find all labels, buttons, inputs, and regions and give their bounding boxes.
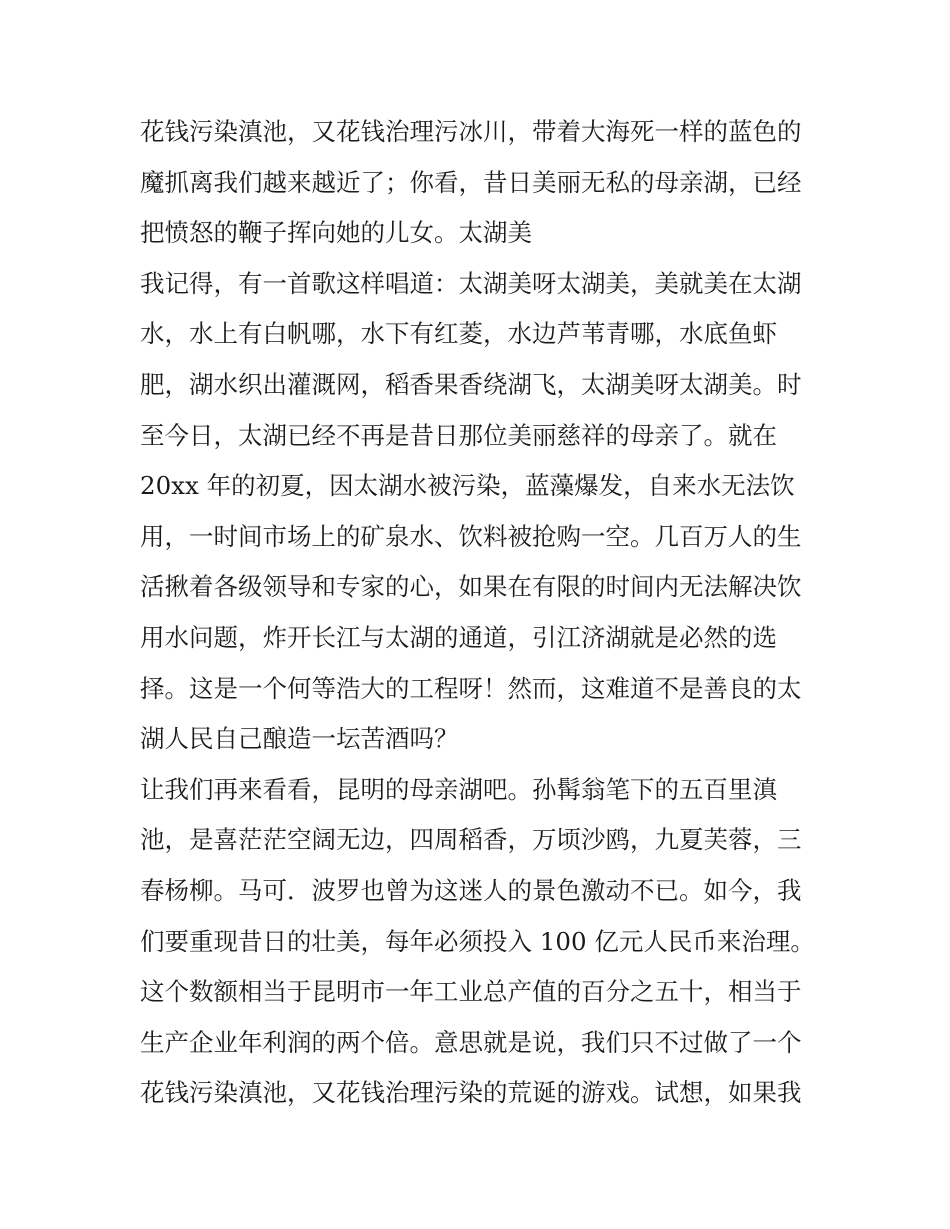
text-line: 花钱污染滇池，又花钱治理污染的荒诞的游戏。试想，如果我 xyxy=(140,1078,802,1108)
text-line: 们要重现昔日的壮美，每年必须投入 100 亿元人民币来治理。 xyxy=(140,926,815,956)
text-line: 花钱污染滇池，又花钱治理污冰川，带着大海死一样的蓝色的 xyxy=(140,117,802,146)
text-line: 肥，湖水织出灌溉网，稻香果香绕湖飞，太湖美呀太湖美。时 xyxy=(140,369,802,399)
text-line: 用水问题，炸开长江与太湖的通道，引江济湖就是必然的选 xyxy=(140,622,777,652)
body-text xyxy=(140,107,820,1119)
text-line: 魔抓离我们越来越近了；你看，昔日美丽无私的母亲湖，已经 xyxy=(140,167,802,197)
text-line: 湖人民自己酿造一坛苦酒吗？ xyxy=(140,724,459,754)
text-line: 择。这是一个何等浩大的工程呀！然而，这难道不是善良的太 xyxy=(140,673,802,703)
text-line: 至今日，太湖已经不再是昔日那位美丽慈祥的母亲了。就在 xyxy=(140,420,777,450)
text-line: 把愤怒的鞭子挥向她的儿女。太湖美 xyxy=(140,218,532,248)
text-line: 池，是喜茫茫空阔无边，四周稻香，万顷沙鸥，九夏芙蓉，三 xyxy=(140,825,802,855)
text-line: 水，水上有白帆哪，水下有红菱，水边芦苇青哪，水底鱼虾 xyxy=(140,319,777,349)
text-line: 用，一时间市场上的矿泉水、饮料被抢购一空。几百万人的生 xyxy=(140,521,802,551)
text-line: 活揪着各级领导和专家的心，如果在有限的时间内无法解决饮 xyxy=(140,572,802,602)
text-line: 20xx 年的初夏，因太湖水被污染，蓝藻爆发，自来水无法饮 xyxy=(140,471,795,501)
text-line: 这个数额相当于昆明市一年工业总产值的百分之五十，相当于 xyxy=(140,977,802,1007)
text-line: 生产企业年利润的两个倍。意思就是说，我们只不过做了一个 xyxy=(140,1027,802,1057)
text-line: 让我们再来看看，昆明的母亲湖吧。孙髯翁笔下的五百里滇 xyxy=(140,774,777,804)
text-line: 我记得，有一首歌这样唱道：太湖美呀太湖美，美就美在太湖 xyxy=(140,268,802,298)
text-line: 春杨柳。马可．波罗也曾为这迷人的景色激动不已。如今，我 xyxy=(140,875,802,905)
